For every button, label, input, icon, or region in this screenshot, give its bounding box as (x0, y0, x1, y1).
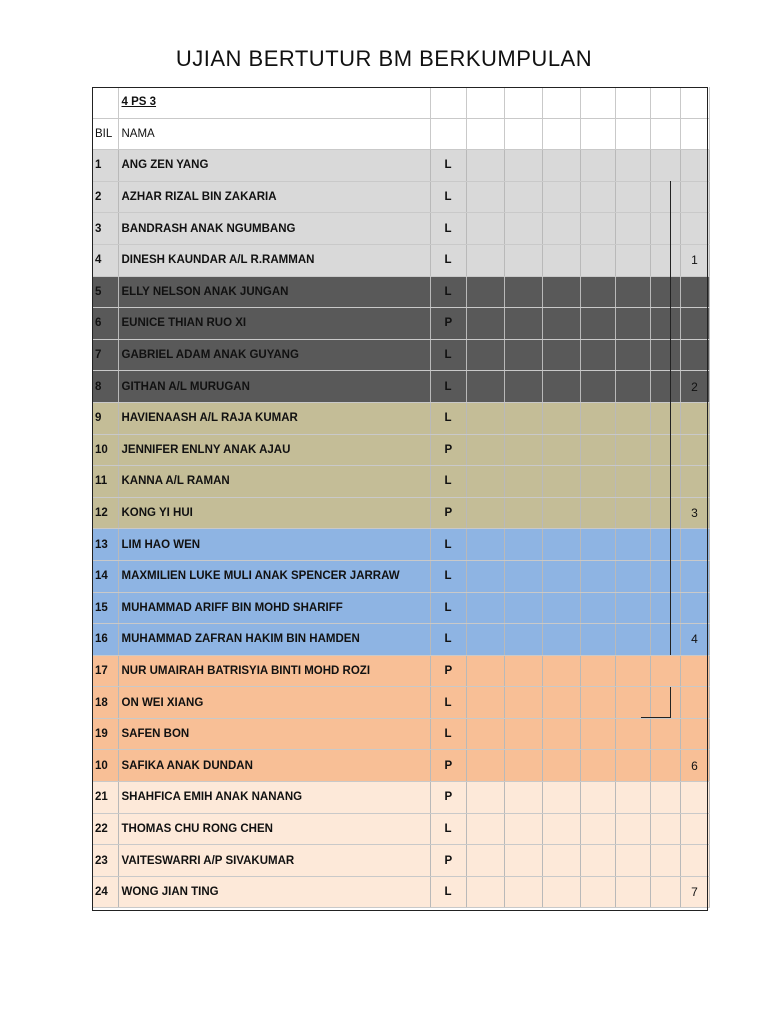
score-cell (542, 718, 580, 750)
group-separator (670, 687, 671, 719)
score-cell (542, 181, 580, 213)
score-cell (615, 813, 650, 845)
group-cell (680, 560, 709, 592)
bil-cell: 2 (92, 181, 118, 213)
jantina-cell: L (430, 592, 466, 624)
bil-cell: 9 (92, 402, 118, 434)
nama-cell: HAVIENAASH A/L RAJA KUMAR (118, 402, 430, 434)
score-cell (466, 308, 504, 340)
score-cell (580, 244, 615, 276)
bil-cell: 4 (92, 244, 118, 276)
group-cell (680, 150, 709, 182)
score-cell (504, 213, 542, 245)
score-cell (504, 529, 542, 561)
score-cell (542, 497, 580, 529)
score-cell (580, 402, 615, 434)
bil-cell: 15 (92, 592, 118, 624)
bil-cell: 12 (92, 497, 118, 529)
nama-cell: THOMAS CHU RONG CHEN (118, 813, 430, 845)
score-cell (650, 560, 680, 592)
nama-cell: BANDRASH ANAK NGUMBANG (118, 213, 430, 245)
score-cell (466, 466, 504, 498)
bil-cell: 14 (92, 560, 118, 592)
score-cell (615, 150, 650, 182)
score-cell (504, 876, 542, 908)
score-cell (466, 213, 504, 245)
score-cell (542, 529, 580, 561)
score-cell (542, 213, 580, 245)
score-cell (615, 592, 650, 624)
jantina-cell: L (430, 371, 466, 403)
score-cell (580, 624, 615, 656)
score-cell (650, 402, 680, 434)
jantina-cell: P (430, 750, 466, 782)
bil-cell: 18 (92, 687, 118, 719)
score-cell (580, 497, 615, 529)
score-cell (650, 466, 680, 498)
nama-cell: SAFIKA ANAK DUNDAN (118, 750, 430, 782)
table-row (92, 213, 709, 245)
score-cell (542, 624, 580, 656)
score-cell (504, 371, 542, 403)
score-cell (466, 560, 504, 592)
jantina-cell: L (430, 402, 466, 434)
score-cell (466, 339, 504, 371)
bil-cell: 24 (92, 876, 118, 908)
score-cell (580, 213, 615, 245)
header-bil: BIL (92, 118, 118, 150)
score-cell (580, 434, 615, 466)
score-cell (615, 213, 650, 245)
nama-cell: MUHAMMAD ARIFF BIN MOHD SHARIFF (118, 592, 430, 624)
group-cell (680, 845, 709, 877)
group-cell (680, 592, 709, 624)
bil-cell: 10 (92, 434, 118, 466)
bil-cell: 17 (92, 655, 118, 687)
score-cell (580, 308, 615, 340)
jantina-cell: P (430, 845, 466, 877)
bil-cell: 16 (92, 624, 118, 656)
score-cell (504, 308, 542, 340)
score-cell (615, 339, 650, 371)
jantina-cell: L (430, 718, 466, 750)
nama-cell: AZHAR RIZAL BIN ZAKARIA (118, 181, 430, 213)
score-cell (466, 497, 504, 529)
table-row (92, 876, 709, 908)
group-cell (680, 466, 709, 498)
column-header-row (92, 118, 709, 150)
header-nama: NAMA (118, 118, 430, 150)
group-cell: 3 (680, 497, 709, 529)
score-cell (466, 592, 504, 624)
score-cell (504, 339, 542, 371)
score-cell (504, 592, 542, 624)
score-cell (650, 845, 680, 877)
jantina-cell: P (430, 497, 466, 529)
score-cell (615, 687, 650, 719)
score-cell (615, 845, 650, 877)
nama-cell: KANNA A/L RAMAN (118, 466, 430, 498)
score-cell (542, 687, 580, 719)
jantina-cell: P (430, 655, 466, 687)
jantina-cell: L (430, 181, 466, 213)
table-row (92, 244, 709, 276)
score-cell (466, 181, 504, 213)
table-row (92, 434, 709, 466)
group-separator (670, 402, 671, 528)
nama-cell: KONG YI HUI (118, 497, 430, 529)
group-cell: 1 (680, 244, 709, 276)
nama-cell: ON WEI XIANG (118, 687, 430, 719)
score-cell (615, 624, 650, 656)
score-cell (466, 150, 504, 182)
jantina-cell: L (430, 813, 466, 845)
student-table (92, 87, 710, 908)
group-cell: 6 (680, 750, 709, 782)
jantina-cell: L (430, 687, 466, 719)
bil-cell: 7 (92, 339, 118, 371)
score-cell (650, 624, 680, 656)
score-cell (580, 150, 615, 182)
score-cell (504, 560, 542, 592)
score-cell (580, 529, 615, 561)
score-cell (542, 244, 580, 276)
bil-cell: 23 (92, 845, 118, 877)
group-cell (680, 402, 709, 434)
table-row (92, 497, 709, 529)
score-cell (466, 655, 504, 687)
group-cell (680, 813, 709, 845)
score-cell (466, 529, 504, 561)
score-cell (580, 655, 615, 687)
score-cell (580, 276, 615, 308)
score-cell (466, 371, 504, 403)
score-cell (466, 750, 504, 782)
group-separator (670, 276, 671, 402)
score-cell (542, 276, 580, 308)
jantina-cell: L (430, 244, 466, 276)
score-cell (542, 592, 580, 624)
score-cell (650, 339, 680, 371)
group-cell (680, 434, 709, 466)
jantina-cell: L (430, 529, 466, 561)
score-cell (650, 308, 680, 340)
score-cell (542, 371, 580, 403)
score-cell (650, 750, 680, 782)
score-cell (650, 529, 680, 561)
group-cell (680, 308, 709, 340)
score-cell (615, 402, 650, 434)
table-row (92, 466, 709, 498)
table-row (92, 308, 709, 340)
score-cell (615, 371, 650, 403)
score-cell (466, 402, 504, 434)
table-row (92, 782, 709, 814)
group-cell: 7 (680, 876, 709, 908)
table-row (92, 592, 709, 624)
bil-cell: 22 (92, 813, 118, 845)
score-cell (650, 244, 680, 276)
score-cell (615, 308, 650, 340)
table-row (92, 371, 709, 403)
score-cell (650, 813, 680, 845)
jantina-cell: L (430, 150, 466, 182)
score-cell (504, 655, 542, 687)
score-cell (650, 434, 680, 466)
score-cell (650, 655, 680, 687)
table-row (92, 718, 709, 750)
group-cell (680, 782, 709, 814)
group-separator (670, 529, 671, 655)
score-cell (615, 181, 650, 213)
table-row (92, 276, 709, 308)
score-cell (504, 244, 542, 276)
score-cell (542, 150, 580, 182)
score-cell (580, 560, 615, 592)
score-cell (615, 529, 650, 561)
table-row (92, 750, 709, 782)
jantina-cell: L (430, 213, 466, 245)
score-cell (542, 402, 580, 434)
score-cell (580, 750, 615, 782)
score-cell (504, 782, 542, 814)
score-cell (615, 560, 650, 592)
bil-cell: 13 (92, 529, 118, 561)
page-title: UJIAN BERTUTUR BM BERKUMPULAN (175, 46, 593, 71)
nama-cell: SHAHFICA EMIH ANAK NANANG (118, 782, 430, 814)
score-cell (466, 845, 504, 877)
nama-cell: LIM HAO WEN (118, 529, 430, 561)
score-cell (542, 876, 580, 908)
score-cell (542, 560, 580, 592)
score-cell (615, 876, 650, 908)
score-cell (580, 339, 615, 371)
table-row (92, 845, 709, 877)
bil-cell: 10 (92, 750, 118, 782)
score-cell (466, 718, 504, 750)
jantina-cell: L (430, 276, 466, 308)
table-row (92, 402, 709, 434)
table-row (92, 339, 709, 371)
jantina-cell: L (430, 624, 466, 656)
score-cell (580, 371, 615, 403)
score-cell (580, 845, 615, 877)
score-cell (650, 276, 680, 308)
score-cell (615, 497, 650, 529)
nama-cell: DINESH KAUNDAR A/L R.RAMMAN (118, 244, 430, 276)
group-cell: 4 (680, 624, 709, 656)
nama-cell: MUHAMMAD ZAFRAN HAKIM BIN HAMDEN (118, 624, 430, 656)
score-cell (466, 782, 504, 814)
score-cell (504, 845, 542, 877)
table-row (92, 150, 709, 182)
score-cell (466, 434, 504, 466)
bil-cell: 1 (92, 150, 118, 182)
score-cell (504, 718, 542, 750)
score-cell (650, 782, 680, 814)
jantina-cell: P (430, 308, 466, 340)
table-row (92, 560, 709, 592)
score-cell (615, 276, 650, 308)
nama-cell: ANG ZEN YANG (118, 150, 430, 182)
class-row (92, 87, 709, 118)
score-cell (504, 276, 542, 308)
group-cell (680, 213, 709, 245)
score-cell (580, 466, 615, 498)
score-cell (580, 687, 615, 719)
score-cell (650, 687, 680, 719)
group-cell (680, 276, 709, 308)
table-row (92, 181, 709, 213)
nama-cell: GITHAN A/L MURUGAN (118, 371, 430, 403)
nama-cell: JENNIFER ENLNY ANAK AJAU (118, 434, 430, 466)
score-cell (580, 181, 615, 213)
score-cell (504, 434, 542, 466)
jantina-cell: L (430, 466, 466, 498)
score-cell (615, 434, 650, 466)
score-cell (542, 655, 580, 687)
bil-cell: 5 (92, 276, 118, 308)
score-cell (615, 466, 650, 498)
score-cell (650, 497, 680, 529)
bil-cell: 21 (92, 782, 118, 814)
score-cell (466, 687, 504, 719)
score-cell (466, 624, 504, 656)
table-row (92, 687, 709, 719)
score-cell (466, 813, 504, 845)
jantina-cell: P (430, 782, 466, 814)
score-cell (650, 181, 680, 213)
score-cell (504, 687, 542, 719)
jantina-cell: P (430, 434, 466, 466)
bil-cell: 8 (92, 371, 118, 403)
table-row (92, 813, 709, 845)
score-cell (650, 371, 680, 403)
table-row (92, 624, 709, 656)
table-row (92, 655, 709, 687)
score-cell (504, 402, 542, 434)
score-cell (615, 718, 650, 750)
bil-cell: 6 (92, 308, 118, 340)
group-cell (680, 339, 709, 371)
bil-cell: 19 (92, 718, 118, 750)
score-cell (542, 466, 580, 498)
score-cell (615, 244, 650, 276)
score-cell (580, 813, 615, 845)
bil-cell: 11 (92, 466, 118, 498)
score-cell (580, 876, 615, 908)
class-label: 4 PS 3 (118, 87, 430, 118)
nama-cell: EUNICE THIAN RUO XI (118, 308, 430, 340)
score-cell (615, 750, 650, 782)
nama-cell: NUR UMAIRAH BATRISYIA BINTI MOHD ROZI (118, 655, 430, 687)
score-cell (504, 466, 542, 498)
group-cell (680, 181, 709, 213)
score-cell (466, 276, 504, 308)
table-row (92, 529, 709, 561)
nama-cell: ELLY NELSON ANAK JUNGAN (118, 276, 430, 308)
score-cell (542, 813, 580, 845)
group-cell (680, 687, 709, 719)
group-separator (641, 717, 671, 718)
score-cell (542, 750, 580, 782)
score-cell (580, 592, 615, 624)
score-cell (650, 876, 680, 908)
score-cell (615, 782, 650, 814)
score-cell (542, 339, 580, 371)
jantina-cell: L (430, 339, 466, 371)
score-cell (504, 624, 542, 656)
group-cell (680, 718, 709, 750)
score-cell (504, 497, 542, 529)
nama-cell: MAXMILIEN LUKE MULI ANAK SPENCER JARRAW (118, 560, 430, 592)
group-cell: 2 (680, 371, 709, 403)
score-cell (542, 434, 580, 466)
nama-cell: VAITESWARRI A/P SIVAKUMAR (118, 845, 430, 877)
score-cell (580, 782, 615, 814)
bil-cell: 3 (92, 213, 118, 245)
nama-cell: GABRIEL ADAM ANAK GUYANG (118, 339, 430, 371)
score-cell (542, 308, 580, 340)
score-cell (466, 244, 504, 276)
score-cell (650, 150, 680, 182)
score-cell (580, 718, 615, 750)
score-cell (542, 845, 580, 877)
jantina-cell: L (430, 560, 466, 592)
score-cell (504, 750, 542, 782)
group-cell (680, 529, 709, 561)
score-cell (466, 876, 504, 908)
score-cell (504, 150, 542, 182)
group-separator (670, 181, 671, 276)
score-cell (504, 813, 542, 845)
nama-cell: WONG JIAN TING (118, 876, 430, 908)
score-cell (650, 213, 680, 245)
score-cell (615, 655, 650, 687)
score-cell (650, 592, 680, 624)
nama-cell: SAFEN BON (118, 718, 430, 750)
score-cell (504, 181, 542, 213)
score-cell (650, 718, 680, 750)
group-cell (680, 655, 709, 687)
score-cell (542, 782, 580, 814)
jantina-cell: L (430, 876, 466, 908)
